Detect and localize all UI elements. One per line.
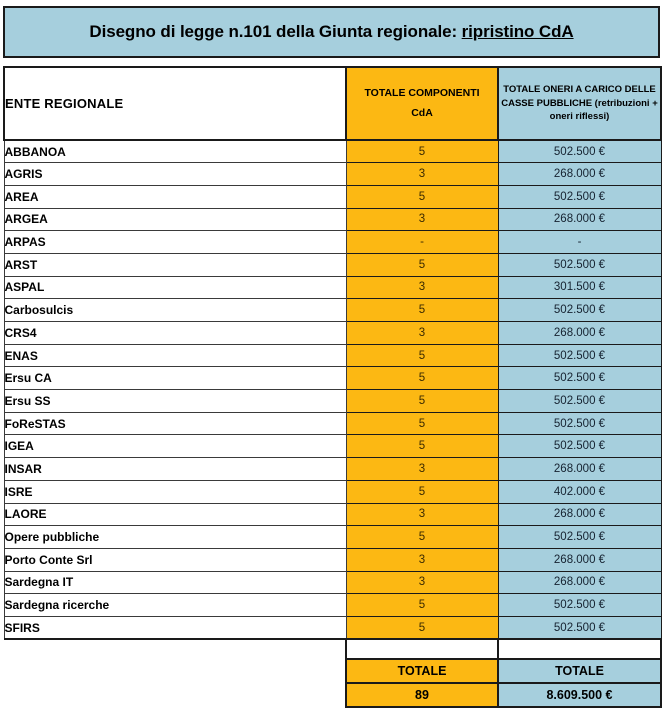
totals-label-oneri: TOTALE [498, 659, 661, 683]
column-header-totale-componenti [346, 67, 498, 140]
totals-label-row [4, 659, 661, 683]
page-title-prefix: Disegno di legge n.101 della Giunta regionale: [89, 22, 462, 41]
table-row [4, 571, 661, 594]
totals-value-oneri: 8.609.500 € [498, 683, 661, 707]
cell-totale-oneri: 268.000 € [498, 571, 661, 594]
cell-ente-regionale: ASPAL [4, 276, 346, 299]
spacer-row [4, 639, 661, 659]
column-header-componenti-line2: CdA [411, 106, 433, 119]
cell-totale-componenti: 3 [346, 548, 498, 571]
cell-ente-regionale: ENAS [4, 344, 346, 367]
cell-totale-componenti: 5 [346, 435, 498, 458]
totals-value-componenti: 89 [346, 683, 498, 707]
cell-ente-regionale: ARGEA [4, 208, 346, 231]
cell-ente-regionale: Carbosulcis [4, 299, 346, 322]
cell-totale-componenti: 3 [346, 458, 498, 481]
table-row [4, 163, 661, 186]
cell-ente-regionale: Sardegna IT [4, 571, 346, 594]
table-row [4, 526, 661, 549]
table-row [4, 299, 661, 322]
cell-totale-componenti: 5 [346, 299, 498, 322]
cell-totale-oneri: 268.000 € [498, 163, 661, 186]
regional-entities-table [3, 66, 662, 708]
spacer-cell-componenti [346, 639, 498, 659]
table-row [4, 253, 661, 276]
page-title [89, 22, 573, 42]
table-header-row [4, 67, 661, 140]
table-body [4, 140, 661, 639]
cell-totale-oneri: 268.000 € [498, 548, 661, 571]
cell-ente-regionale: INSAR [4, 458, 346, 481]
table-row [4, 322, 661, 345]
table-row [4, 548, 661, 571]
cell-ente-regionale: ARPAS [4, 231, 346, 254]
cell-ente-regionale: ARST [4, 253, 346, 276]
cell-ente-regionale: Ersu CA [4, 367, 346, 390]
cell-ente-regionale: FoReSTAS [4, 412, 346, 435]
table-row [4, 503, 661, 526]
cell-totale-componenti: 5 [346, 480, 498, 503]
table-row [4, 344, 661, 367]
cell-totale-oneri: 502.500 € [498, 367, 661, 390]
cell-ente-regionale: ISRE [4, 480, 346, 503]
totals-value-row [4, 683, 661, 707]
cell-totale-componenti: 5 [346, 185, 498, 208]
column-header-ente-regionale: ENTE REGIONALE [4, 67, 346, 140]
cell-totale-oneri: 268.000 € [498, 208, 661, 231]
cell-totale-componenti: 3 [346, 163, 498, 186]
cell-totale-componenti: 5 [346, 526, 498, 549]
cell-totale-oneri: 502.500 € [498, 435, 661, 458]
cell-totale-oneri: 502.500 € [498, 526, 661, 549]
cell-totale-oneri: - [498, 231, 661, 254]
cell-totale-componenti: 5 [346, 367, 498, 390]
table-row [4, 594, 661, 617]
cell-totale-oneri: 402.000 € [498, 480, 661, 503]
page-title-emphasis: ripristino CdA [461, 22, 574, 41]
cell-totale-oneri: 268.000 € [498, 322, 661, 345]
cell-ente-regionale: Opere pubbliche [4, 526, 346, 549]
cell-ente-regionale: Porto Conte Srl [4, 548, 346, 571]
cell-totale-componenti: 5 [346, 390, 498, 413]
cell-totale-oneri: 502.500 € [498, 412, 661, 435]
cell-totale-oneri: 502.500 € [498, 390, 661, 413]
cell-totale-componenti: 5 [346, 616, 498, 639]
cell-totale-oneri: 301.500 € [498, 276, 661, 299]
cell-totale-componenti: 5 [346, 594, 498, 617]
cell-totale-componenti: 5 [346, 253, 498, 276]
cell-ente-regionale: AREA [4, 185, 346, 208]
totals-label-componenti: TOTALE [346, 659, 498, 683]
table-row [4, 458, 661, 481]
cell-totale-componenti: 3 [346, 571, 498, 594]
table-row [4, 231, 661, 254]
cell-ente-regionale: SFIRS [4, 616, 346, 639]
table-row [4, 140, 661, 163]
cell-ente-regionale: LAORE [4, 503, 346, 526]
spacer-cell-oneri [498, 639, 661, 659]
cell-totale-componenti: 3 [346, 503, 498, 526]
cell-totale-oneri: 502.500 € [498, 616, 661, 639]
cell-totale-oneri: 268.000 € [498, 503, 661, 526]
table-row [4, 480, 661, 503]
table-row [4, 390, 661, 413]
cell-totale-oneri: 502.500 € [498, 253, 661, 276]
cell-ente-regionale: AGRIS [4, 163, 346, 186]
cell-ente-regionale: IGEA [4, 435, 346, 458]
table-row [4, 616, 661, 639]
cell-totale-componenti: 5 [346, 344, 498, 367]
cell-totale-componenti: 3 [346, 276, 498, 299]
cell-totale-oneri: 502.500 € [498, 299, 661, 322]
column-header-componenti-line1: TOTALE COMPONENTI [364, 86, 480, 99]
spacer-cell-ente [4, 639, 346, 659]
cell-totale-oneri: 502.500 € [498, 594, 661, 617]
cell-totale-componenti: - [346, 231, 498, 254]
cell-totale-oneri: 502.500 € [498, 344, 661, 367]
cell-totale-componenti: 3 [346, 208, 498, 231]
totals-value-empty-cell [4, 683, 346, 707]
cell-totale-componenti: 3 [346, 322, 498, 345]
cell-totale-oneri: 502.500 € [498, 185, 661, 208]
cell-totale-componenti: 5 [346, 412, 498, 435]
document-title-banner [3, 6, 660, 58]
table-row [4, 208, 661, 231]
table-row [4, 276, 661, 299]
cell-ente-regionale: CRS4 [4, 322, 346, 345]
table-footer [4, 639, 661, 707]
table-row [4, 435, 661, 458]
cell-totale-oneri: 268.000 € [498, 458, 661, 481]
table-row [4, 185, 661, 208]
cell-ente-regionale: Ersu SS [4, 390, 346, 413]
cell-totale-componenti: 5 [346, 140, 498, 163]
column-header-totale-oneri: TOTALE ONERI A CARICO DELLE CASSE PUBBLICHE (retribuzioni + oneri riflessi) [498, 67, 661, 140]
table-row [4, 367, 661, 390]
totals-label-empty-cell [4, 659, 346, 683]
cell-ente-regionale: Sardegna ricerche [4, 594, 346, 617]
cell-totale-oneri: 502.500 € [498, 140, 661, 163]
table-row [4, 412, 661, 435]
cell-ente-regionale: ABBANOA [4, 140, 346, 163]
